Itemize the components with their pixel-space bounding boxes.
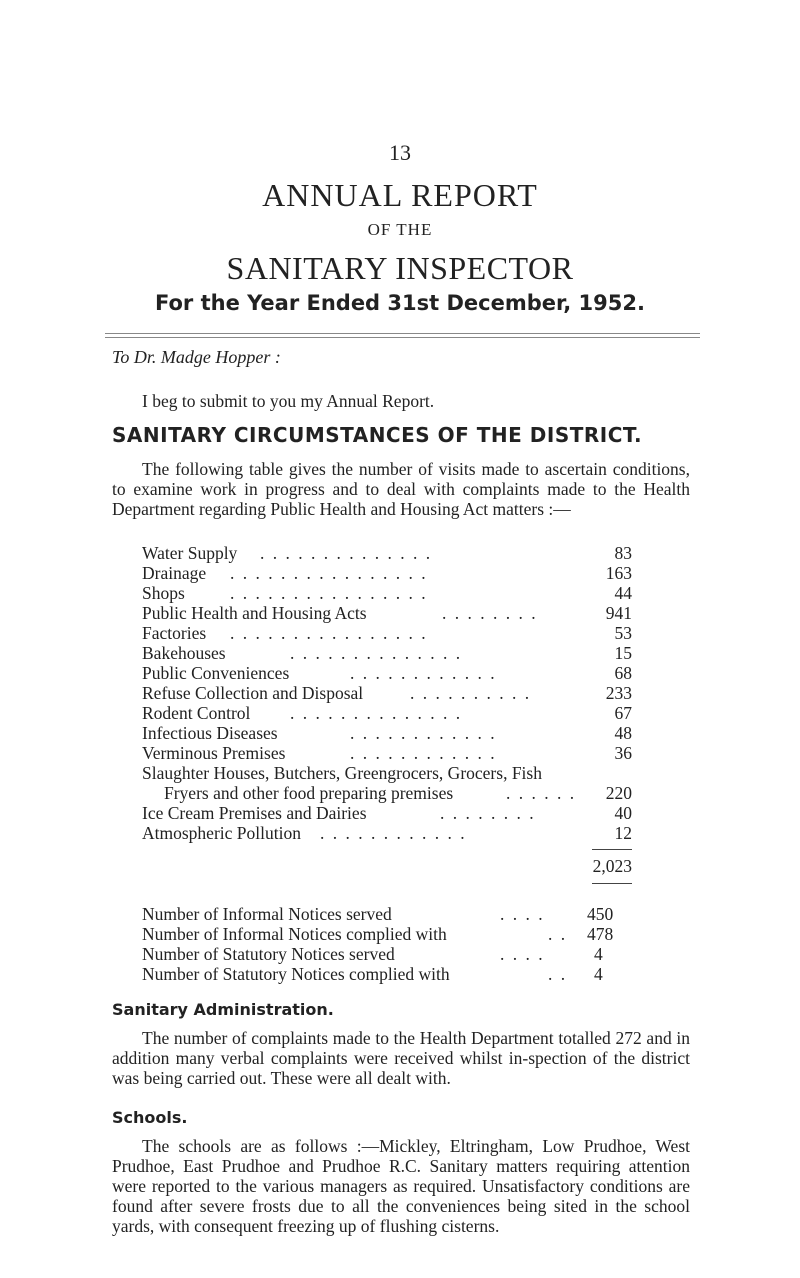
visits-row-leader: . . . . . . . . . . . . . . <box>290 643 463 663</box>
divider-rule-bottom <box>105 337 700 338</box>
visits-row <box>142 803 632 823</box>
visits-row-label: Rodent Control <box>142 703 251 723</box>
sanitary-administration-paragraph: The number of complaints made to the Health Department totalled 272 and in addition many verbal complaints were received whilst in-spection of the district was being carried out. These were all dealt with. <box>112 1028 690 1088</box>
title-annual-report: ANNUAL REPORT <box>262 177 538 213</box>
visits-row-value: 48 <box>614 723 632 743</box>
section-paragraph-district: The following table gives the number of visits made to ascertain conditions, to examine work in progress and to deal with complaints made to the Health Department regarding Public Health and Housing Act matters :— <box>112 459 690 519</box>
notices-row-leader: . . . . <box>500 944 545 964</box>
schools-paragraph: The schools are as follows :—Mickley, Eltringham, Low Prudhoe, West Prudhoe, East Prudhoe and Prudhoe R.C. Sanitary matters requiring attention were reported to the various managers as required. Unsatisfactory conditions are found after severe frosts due to all the conveniences being sited in the school yards, with consequent freezing up of flushing cisterns. <box>112 1136 690 1236</box>
title-year: For the Year Ended 31st December, 1952. <box>155 291 645 315</box>
visits-row-value: 36 <box>614 743 632 763</box>
notices-row-label: Number of Informal Notices served <box>142 904 392 924</box>
visits-row-value: 220 <box>605 783 632 803</box>
salutation: To Dr. Madge Hopper : <box>112 347 281 367</box>
title-sanitary-inspector: SANITARY INSPECTOR <box>226 250 574 286</box>
section-heading-district: SANITARY CIRCUMSTANCES OF THE DISTRICT. <box>112 423 643 447</box>
visits-total: 2,023 <box>592 856 632 876</box>
page-number: 13 <box>389 140 411 165</box>
visits-row <box>142 583 632 603</box>
notices-row-label: Number of Informal Notices complied with <box>142 924 447 944</box>
visits-row-leader: . . . . . . . . . . . . . . . . <box>230 583 428 603</box>
total-rule-bottom <box>592 883 632 884</box>
visits-row-label: Drainage <box>142 563 207 583</box>
visits-row-leader: . . . . . . . . . . . . <box>350 723 497 743</box>
notices-row <box>142 964 603 984</box>
visits-row-value: 941 <box>605 603 632 623</box>
visits-row-label: Infectious Diseases <box>142 723 278 743</box>
section-heading-sanitary-administration: Sanitary Administration. <box>112 1000 334 1019</box>
visits-row-leader: . . . . . . . . <box>440 803 536 823</box>
notices-row-label: Number of Statutory Notices complied with <box>142 964 450 984</box>
section-heading-schools: Schools. <box>112 1108 188 1127</box>
visits-row-value: 40 <box>614 803 632 823</box>
visits-row-leader: . . . . . . . . <box>442 603 538 623</box>
visits-row-label: Bakehouses <box>142 643 226 663</box>
intro-line: I beg to submit to you my Annual Report. <box>142 391 435 411</box>
visits-row-leader: . . . . . . . . . . . . <box>350 663 497 683</box>
visits-row <box>142 783 632 803</box>
visits-row-label: Refuse Collection and Disposal <box>142 683 364 703</box>
visits-row <box>142 683 632 703</box>
visits-row <box>142 663 632 683</box>
notices-row-leader: . . <box>548 924 568 944</box>
visits-row-label: Verminous Premises <box>142 743 286 763</box>
visits-row-leader: . . . . . . . . . . . . . . <box>290 703 463 723</box>
notices-row-value: 478 <box>587 924 614 944</box>
notices-row-label: Number of Statutory Notices served <box>142 944 395 964</box>
visits-row-value: 163 <box>605 563 632 583</box>
visits-row-value: 67 <box>614 703 632 723</box>
visits-row-leader: . . . . . . . . . . <box>410 683 532 703</box>
visits-row <box>142 723 632 743</box>
visits-row-label: Public Health and Housing Acts <box>142 603 367 623</box>
notices-row <box>142 904 614 924</box>
notices-row-value: 4 <box>594 944 603 964</box>
visits-row <box>142 623 632 643</box>
visits-row-value: 53 <box>614 623 632 643</box>
notices-row <box>142 924 614 944</box>
visits-row-leader: . . . . . . . . . . . . <box>320 823 467 843</box>
visits-row-label: Public Conveniences <box>142 663 290 683</box>
visits-row <box>142 703 632 723</box>
visits-row <box>142 543 632 563</box>
visits-row-leader: . . . . . . . . . . . . . . <box>260 543 433 563</box>
visits-row <box>142 823 632 843</box>
visits-row-value: 15 <box>614 643 632 663</box>
visits-row <box>142 563 632 583</box>
notices-row-leader: . . <box>548 964 568 984</box>
visits-row-value: 83 <box>614 543 632 563</box>
visits-row-label: Ice Cream Premises and Dairies <box>142 803 367 823</box>
notices-row <box>142 944 603 964</box>
visits-row-value: 44 <box>614 583 632 603</box>
visits-row-leader: . . . . . . . . . . . . . . . . <box>230 623 428 643</box>
visits-row-leader: . . . . . . . . . . . . <box>350 743 497 763</box>
visits-row-leader: . . . . . . . . . . . . . . . . <box>230 563 428 583</box>
notices-row-leader: . . . . <box>500 904 545 924</box>
notices-row-value: 450 <box>587 904 614 924</box>
visits-row-label: Factories <box>142 623 207 643</box>
visits-row <box>142 743 632 763</box>
visits-row-label: Atmospheric Pollution <box>142 823 301 843</box>
visits-row <box>142 603 632 623</box>
notices-row-value: 4 <box>594 964 603 984</box>
total-rule-top <box>592 849 632 850</box>
visits-row-label: Fryers and other food preparing premises <box>164 783 454 803</box>
visits-row-value: 68 <box>614 663 632 683</box>
visits-total-row <box>142 856 632 876</box>
divider-rule-top <box>105 333 700 334</box>
visits-row-label: Shops <box>142 583 185 603</box>
visits-row-leader: . . . . . . <box>506 783 577 803</box>
visits-row <box>142 763 632 783</box>
visits-row-label: Slaughter Houses, Butchers, Greengrocers, Grocers, Fish <box>142 763 542 783</box>
title-of-the: OF THE <box>367 220 433 239</box>
visits-row-value: 233 <box>605 683 632 703</box>
visits-row <box>142 643 632 663</box>
visits-row-label: Water Supply <box>142 543 238 563</box>
visits-row-value: 12 <box>614 823 632 843</box>
